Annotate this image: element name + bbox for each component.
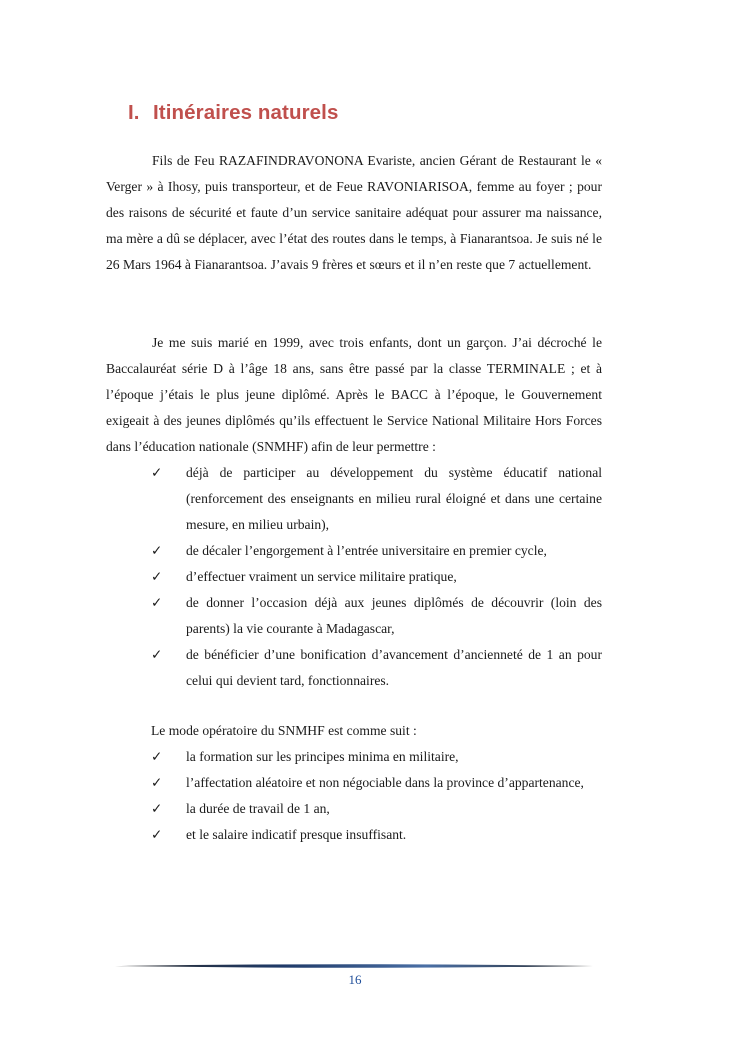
mode-intro: Le mode opératoire du SNMHF est comme suit : bbox=[151, 723, 417, 738]
section-number: I. bbox=[128, 101, 140, 124]
checkmark-icon: ✓ bbox=[151, 543, 163, 558]
list-item: ✓ déjà de participer au développement du système éducatif national (renforcement des enseignants en milieu rural éloigné et dans une certaine mesure, en milieu urbain), bbox=[151, 460, 602, 538]
list-item: ✓ de décaler l’engorgement à l’entrée universitaire en premier cycle, bbox=[151, 538, 602, 564]
list-item: ✓ et le salaire indicatif presque insuffisant. bbox=[151, 822, 602, 848]
checkmark-icon: ✓ bbox=[151, 569, 163, 584]
checkmark-icon: ✓ bbox=[151, 827, 163, 842]
paragraph-birth bbox=[106, 148, 602, 278]
checkmark-icon: ✓ bbox=[151, 775, 163, 790]
paragraph-birth-text: Fils de Feu RAZAFINDRAVONONA Evariste, ancien Gérant de Restaurant le « Verger » à Ihosy, puis transporteur, et de Feue RAVONIARISOA, femme au foyer ; pour des raisons de sécurité et faute d’un service sanitaire adéquat pour assurer ma naissance, ma mère a dû se déplacer, avec l’état des routes dans le temps, à Fianarantsoa. Je suis né le 26 Mars 1964 à Fianarantsoa. J’avais 9 frères et sœurs et il n’en reste que 7 actuellement. bbox=[106, 153, 602, 272]
checkmark-icon: ✓ bbox=[151, 595, 163, 610]
checkmark-icon: ✓ bbox=[151, 801, 163, 816]
paragraph-education bbox=[106, 330, 602, 460]
list-item: ✓ de donner l’occasion déjà aux jeunes diplômés de découvrir (loin des parents) la vie courante à Madagascar, bbox=[151, 590, 602, 642]
list-item: ✓ la durée de travail de 1 an, bbox=[151, 796, 602, 822]
section-title: Itinéraires naturels bbox=[153, 101, 339, 124]
list-item: ✓ l’affectation aléatoire et non négociable dans la province d’appartenance, bbox=[151, 770, 602, 796]
mode-list bbox=[151, 744, 602, 848]
paragraph-education-text: Je me suis marié en 1999, avec trois enfants, dont un garçon. J’ai décroché le Baccalauréat série D à l’âge 18 ans, sans être passé par la classe TERMINALE ; et à l’époque j’étais le plus jeune diplômé. Après le BACC à l’époque, le Gouvernement exigeait à des jeunes diplômés qu’ils effectuent le Service National Militaire Hors Forces dans l’éducation nationale (SNMHF) afin de leur permettre : bbox=[106, 335, 602, 454]
section-heading bbox=[128, 101, 338, 125]
list-item: ✓ la formation sur les principes minima en militaire, bbox=[151, 744, 602, 770]
objectives-list bbox=[151, 460, 602, 694]
checkmark-icon: ✓ bbox=[151, 647, 163, 662]
list-item: ✓ de bénéficier d’une bonification d’avancement d’ancienneté de 1 an pour celui qui devient tard, fonctionnaires. bbox=[151, 642, 602, 694]
checkmark-icon: ✓ bbox=[151, 749, 163, 764]
page-number: 16 bbox=[348, 972, 362, 987]
checkmark-icon: ✓ bbox=[151, 465, 163, 480]
list-item: ✓ d’effectuer vraiment un service militaire pratique, bbox=[151, 564, 602, 590]
footer-divider bbox=[115, 962, 593, 970]
